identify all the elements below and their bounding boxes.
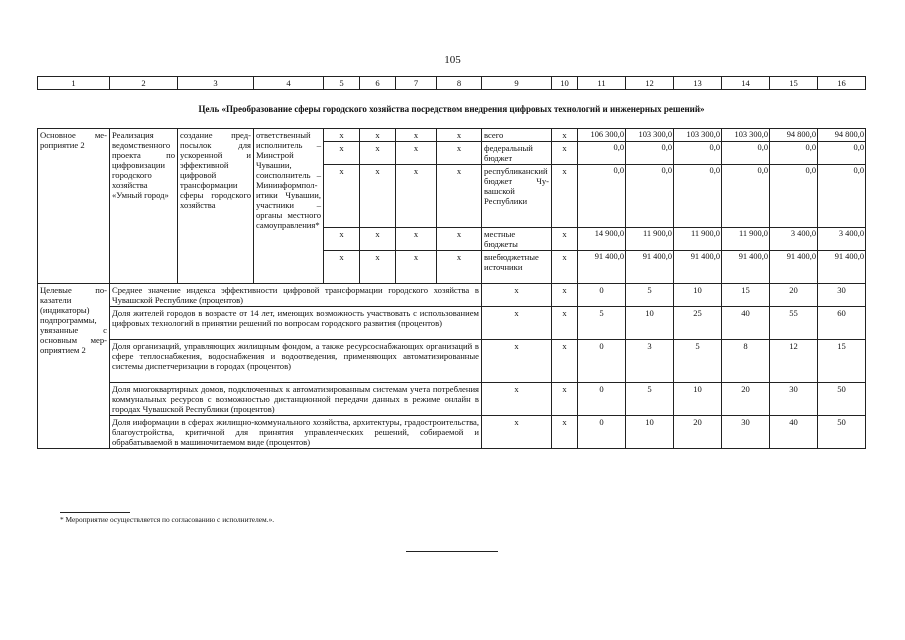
- column-number: 4: [254, 77, 324, 90]
- budget-code-mark: x: [437, 228, 482, 251]
- budget-code-mark: x: [437, 165, 482, 228]
- funding-source: республиканский бюджет Чувашской Республики: [482, 165, 552, 228]
- budget-code-mark: x: [437, 142, 482, 165]
- column-number: 16: [818, 77, 866, 90]
- column-number: 10: [552, 77, 578, 90]
- funding-value: 106 300,0: [578, 129, 626, 142]
- year-mark: x: [552, 228, 578, 251]
- indicator-value: 5: [674, 340, 722, 383]
- footnote-separator: [60, 512, 130, 513]
- indicator-value: 40: [770, 416, 818, 449]
- indicator-mark: x: [482, 383, 552, 416]
- deadline-mark: x: [360, 228, 396, 251]
- indicator-mark: x: [552, 284, 578, 307]
- indicator-text: Доля многоквартирных домов, подключенных к автоматизированным системам учета потребления коммунальных ресурсов с возможностью дистанционной передачи данных в режиме онлайн в городах Чувашской Республики (процентов): [110, 383, 482, 416]
- funding-value: 0,0: [626, 165, 674, 228]
- indicator-value: 25: [674, 307, 722, 340]
- indicator-value: 40: [722, 307, 770, 340]
- funding-value: 11 900,0: [626, 228, 674, 251]
- funding-value: 91 400,0: [770, 251, 818, 284]
- deadline-mark: x: [324, 165, 360, 228]
- funding-value: 11 900,0: [674, 228, 722, 251]
- indicator-mark: x: [552, 383, 578, 416]
- funding-value: 0,0: [770, 142, 818, 165]
- funding-row: [38, 129, 866, 142]
- funding-value: 0,0: [818, 142, 866, 165]
- indicators-label: Целевые показатели (индикаторы) подпрограммы, увязанные с основным мероприятием 2: [38, 284, 110, 449]
- column-number-row: [38, 77, 866, 90]
- funding-value: 91 400,0: [722, 251, 770, 284]
- indicator-value: 5: [626, 383, 674, 416]
- column-number: 7: [396, 77, 437, 90]
- column-number: 15: [770, 77, 818, 90]
- event-executor: ответственный исполнитель – Минстрой Чувашии, соисполнитель – Мининформполитики Чувашии, участники – органы местного самоуправления*: [254, 129, 324, 284]
- indicator-value: 55: [770, 307, 818, 340]
- funding-value: 91 400,0: [818, 251, 866, 284]
- indicator-text: Доля информации в сферах жилищно-коммунального хозяйства, архитектуры, градостроительства, благоустройства, критичной для принятия управленческих решений, собираемой и обрабатываемой в машиночитаемом виде (процентов): [110, 416, 482, 449]
- funding-source: местные бюджеты: [482, 228, 552, 251]
- indicator-value: 8: [722, 340, 770, 383]
- event-type: Основное мероприятие 2: [38, 129, 110, 284]
- funding-source: федеральный бюджет: [482, 142, 552, 165]
- column-number: 5: [324, 77, 360, 90]
- deadline-mark: x: [360, 129, 396, 142]
- column-number: 1: [38, 77, 110, 90]
- column-number: 12: [626, 77, 674, 90]
- column-number: 2: [110, 77, 178, 90]
- column-number: 3: [178, 77, 254, 90]
- indicator-row: [38, 383, 866, 416]
- indicator-row: [38, 340, 866, 383]
- funding-value: 3 400,0: [818, 228, 866, 251]
- indicator-value: 10: [626, 307, 674, 340]
- indicator-value: 5: [626, 284, 674, 307]
- indicator-value: 3: [626, 340, 674, 383]
- indicator-value: 20: [674, 416, 722, 449]
- funding-value: 91 400,0: [578, 251, 626, 284]
- indicator-value: 10: [674, 284, 722, 307]
- column-number: 6: [360, 77, 396, 90]
- indicator-mark: x: [482, 340, 552, 383]
- indicator-row: [38, 416, 866, 449]
- funding-value: 103 300,0: [722, 129, 770, 142]
- indicator-mark: x: [482, 284, 552, 307]
- indicator-value: 50: [818, 383, 866, 416]
- end-separator: [406, 551, 498, 552]
- budget-code-mark: x: [396, 142, 437, 165]
- goal-row: [38, 90, 866, 129]
- year-mark: x: [552, 142, 578, 165]
- indicator-value: 30: [722, 416, 770, 449]
- funding-source: внебюджетные источники: [482, 251, 552, 284]
- funding-value: 3 400,0: [770, 228, 818, 251]
- indicator-value: 30: [770, 383, 818, 416]
- indicator-value: 10: [674, 383, 722, 416]
- indicator-mark: x: [482, 307, 552, 340]
- footnote: * Мероприятие осуществляется по согласованию с исполнителем.».: [60, 515, 275, 524]
- funding-value: 103 300,0: [626, 129, 674, 142]
- budget-code-mark: x: [437, 251, 482, 284]
- indicator-value: 0: [578, 416, 626, 449]
- column-number: 9: [482, 77, 552, 90]
- indicator-row: [38, 284, 866, 307]
- funding-value: 94 800,0: [818, 129, 866, 142]
- budget-code-mark: x: [396, 251, 437, 284]
- deadline-mark: x: [324, 251, 360, 284]
- indicator-value: 20: [722, 383, 770, 416]
- funding-value: 11 900,0: [722, 228, 770, 251]
- program-table: [37, 76, 866, 449]
- indicator-row: [38, 307, 866, 340]
- deadline-mark: x: [324, 228, 360, 251]
- budget-code-mark: x: [396, 129, 437, 142]
- indicator-value: 15: [722, 284, 770, 307]
- deadline-mark: x: [324, 129, 360, 142]
- year-mark: x: [552, 165, 578, 228]
- deadline-mark: x: [360, 251, 396, 284]
- deadline-mark: x: [360, 165, 396, 228]
- indicator-mark: x: [552, 416, 578, 449]
- event-result: создание предпосылок для ускоренной и эффективной цифровой трансформации сферы городского хозяйства: [178, 129, 254, 284]
- indicator-value: 12: [770, 340, 818, 383]
- funding-value: 91 400,0: [626, 251, 674, 284]
- column-number: 11: [578, 77, 626, 90]
- indicator-value: 20: [770, 284, 818, 307]
- indicator-value: 0: [578, 340, 626, 383]
- indicator-value: 60: [818, 307, 866, 340]
- page-number: 105: [444, 54, 461, 66]
- budget-code-mark: x: [396, 165, 437, 228]
- indicator-mark: x: [552, 340, 578, 383]
- year-mark: x: [552, 129, 578, 142]
- indicator-value: 30: [818, 284, 866, 307]
- funding-value: 0,0: [578, 165, 626, 228]
- indicator-text: Доля жителей городов в возрасте от 14 лет, имеющих возможность участвовать с использованием цифровых технологий в принятии решений по вопросам городского развития (процентов): [110, 307, 482, 340]
- event-name: Реализация ведомственного проекта по цифровизации городского хозяйства «Умный город»: [110, 129, 178, 284]
- funding-value: 14 900,0: [578, 228, 626, 251]
- deadline-mark: x: [324, 142, 360, 165]
- indicator-value: 10: [626, 416, 674, 449]
- funding-value: 0,0: [578, 142, 626, 165]
- column-number: 14: [722, 77, 770, 90]
- funding-value: 0,0: [818, 165, 866, 228]
- funding-value: 94 800,0: [770, 129, 818, 142]
- funding-value: 91 400,0: [674, 251, 722, 284]
- indicator-value: 0: [578, 383, 626, 416]
- indicator-value: 50: [818, 416, 866, 449]
- column-number: 8: [437, 77, 482, 90]
- budget-code-mark: x: [437, 129, 482, 142]
- funding-source: всего: [482, 129, 552, 142]
- year-mark: x: [552, 251, 578, 284]
- indicator-text: Доля организаций, управляющих жилищным фондом, а также ресурсоснабжающих организаций в сфере теплоснабжения, водоснабжения и водоотведения, применяющих автоматизированные системы диспетчеризации в городах (процентов): [110, 340, 482, 383]
- column-number: 13: [674, 77, 722, 90]
- budget-code-mark: x: [396, 228, 437, 251]
- funding-value: 0,0: [626, 142, 674, 165]
- indicator-mark: x: [482, 416, 552, 449]
- deadline-mark: x: [360, 142, 396, 165]
- indicator-text: Среднее значение индекса эффективности цифровой трансформации городского хозяйства в Чувашской Республике (процентов): [110, 284, 482, 307]
- indicator-mark: x: [552, 307, 578, 340]
- indicator-value: 15: [818, 340, 866, 383]
- funding-value: 0,0: [770, 165, 818, 228]
- indicator-value: 5: [578, 307, 626, 340]
- funding-value: 0,0: [674, 142, 722, 165]
- goal-title: Цель «Преобразование сферы городского хозяйства посредством внедрения цифровых технологий и инженерных решений»: [38, 90, 866, 129]
- indicator-value: 0: [578, 284, 626, 307]
- funding-value: 0,0: [674, 165, 722, 228]
- funding-value: 0,0: [722, 142, 770, 165]
- funding-value: 103 300,0: [674, 129, 722, 142]
- funding-value: 0,0: [722, 165, 770, 228]
